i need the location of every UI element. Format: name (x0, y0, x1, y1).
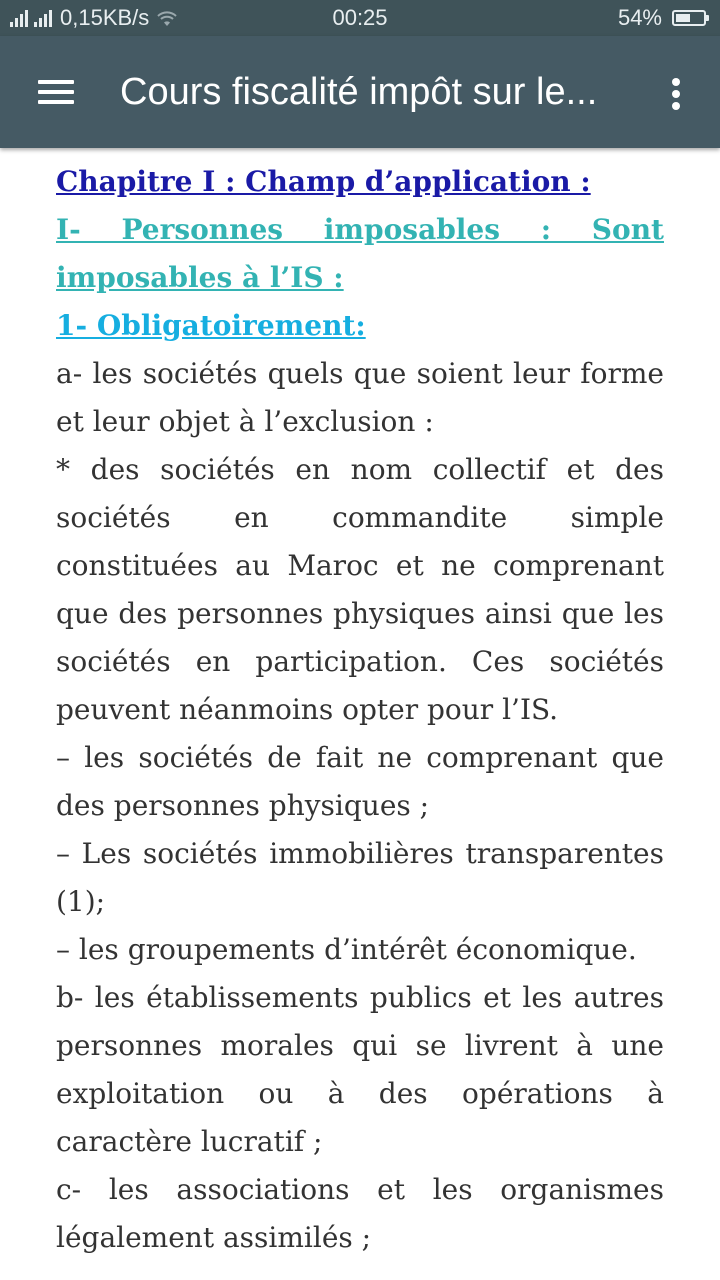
section-heading: I- Personnes imposables : Sont imposables à l’IS : (56, 213, 664, 294)
paragraph: – Les sociétés immobilières transparentes (1); (56, 837, 664, 918)
paragraph: * des sociétés en nom collectif et des sociétés en commandite simple constituées au Maroc et ne comprenant que des personnes physiques ainsi que les sociétés en participation. Ces sociétés peuvent néanmoins opter pour l’IS. (56, 453, 664, 726)
chapter-heading: Chapitre I : Champ d’application : (56, 165, 591, 198)
more-vert-icon[interactable] (658, 74, 694, 114)
sub-heading: 1- Obligatoirement: (56, 309, 366, 342)
status-bar (0, 0, 720, 36)
paragraph: c- les associations et les organismes légalement assimilés ; (56, 1173, 664, 1254)
network-speed: 0,15KB/s (60, 5, 150, 30)
app-title: Cours fiscalité impôt sur le... (120, 70, 598, 113)
battery-fill (676, 14, 690, 22)
paragraph: b- les établissements publics et les autres personnes morales qui se livrent à une exploitation ou à des opérations à caractère lucratif ; (56, 981, 664, 1158)
paragraph: – les groupements d’intérêt économique. (56, 933, 637, 966)
status-right (618, 0, 706, 36)
paragraph: – les sociétés de fait ne comprenant que des personnes physiques ; (56, 741, 664, 822)
hamburger-menu-icon[interactable] (28, 72, 84, 112)
battery-icon (672, 10, 706, 26)
app-bar (0, 36, 720, 148)
article-content (56, 158, 664, 1262)
paragraph: a- les sociétés quels que soient leur forme et leur objet à l’exclusion : (56, 357, 664, 438)
status-time: 00:25 (332, 5, 388, 30)
battery-percent: 54% (617, 5, 662, 30)
